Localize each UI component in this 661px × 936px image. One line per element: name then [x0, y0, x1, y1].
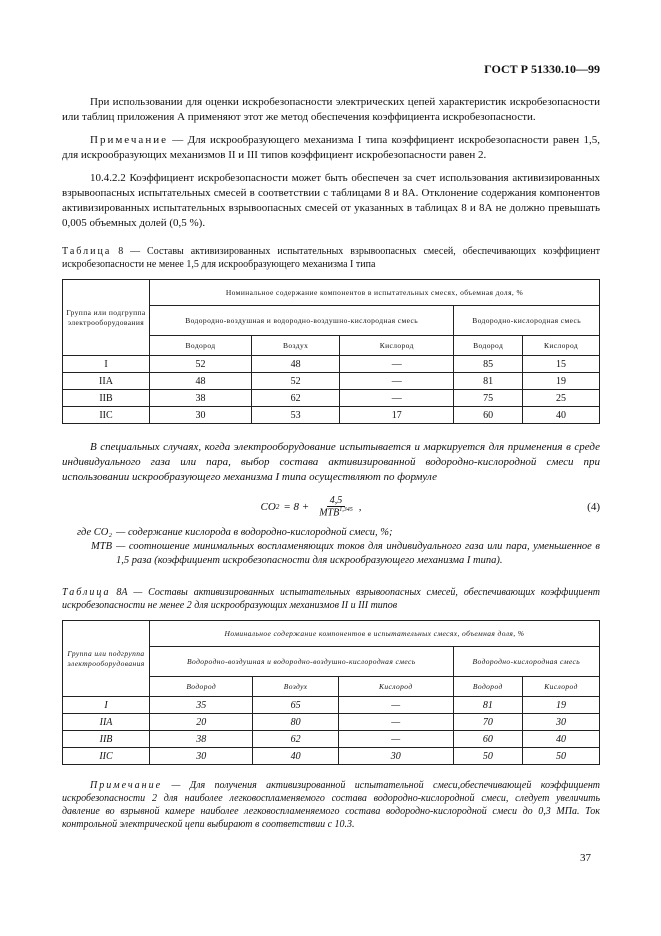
table-cell: 75: [454, 390, 523, 407]
table-cell: 30: [150, 407, 252, 424]
note-2: [62, 779, 600, 831]
formula-den-exp: 1,345: [339, 507, 353, 513]
document-header: ГОСТ Р 51330.10—99: [484, 62, 600, 76]
table-cell: —: [338, 714, 453, 731]
formula-fraction: [316, 495, 356, 518]
formula-tail: ,: [358, 500, 362, 513]
table-8-nominal-header: Номинальное содержание компонентов в испытательных смесях, объемная доля, %: [150, 280, 600, 306]
table-8a-row: [63, 748, 600, 765]
table-cell: 52: [251, 373, 339, 390]
table-cell: 38: [150, 731, 253, 748]
table-8a-group-header: Группа или подгруппа электрооборудования: [63, 621, 150, 697]
table-8a-col-header: Водород: [150, 677, 253, 697]
formula-lhs-sub: 2: [275, 502, 280, 511]
table-8a-label: Таблица: [62, 587, 111, 599]
formula-den-base: MTB: [319, 507, 340, 519]
table-cell: 30: [338, 748, 453, 765]
note-1-text: — Для искрообразующего механизма I типа коэффициент искробезопасности равен 1,5, для искрообразующих механизмов II и III типов коэффициент искробезопасности равен 2.: [62, 134, 600, 161]
table-cell: 70: [453, 714, 522, 731]
table-cell: IIA: [63, 714, 150, 731]
document-page: [62, 62, 600, 831]
table-8-mix1-header: Водородно-воздушная и водородно-воздушно-кислородная смесь: [150, 306, 454, 336]
formula-denominator: [316, 507, 356, 518]
note-1-label: Примечание: [90, 134, 168, 146]
paragraph-1: При использовании для оценки искробезопасности электрических цепей характеристик искробезопасности или таблиц приложения А применяют этот же метод обеспечения коэффициента искробезопасности.: [62, 96, 600, 123]
formula-4: [62, 495, 600, 518]
legend-symbol: где CO₂: [76, 527, 112, 539]
note-1: [62, 133, 600, 163]
table-cell: —: [340, 356, 454, 373]
table-cell: 19: [523, 697, 600, 714]
table-cell: 53: [251, 407, 339, 424]
table-cell: IIA: [63, 373, 150, 390]
table-8a-col-header: Водород: [453, 677, 522, 697]
table-8a-nominal-header: Номинальное содержание компонентов в испытательных смесях, объемная доля, %: [150, 621, 600, 647]
note-2-label: Примечание: [90, 780, 163, 792]
table-cell: 60: [454, 407, 523, 424]
paragraph-2: 10.4.2.2 Коэффициент искробезопасности может быть обеспечен за счет использования активизированных взрывоопасных испытательных смесей в соответствии с таблицами 8 и 8А. Отклонение содержания компонентов активизированных испытательных взрывоопасных смесей от указанных в таблицах 8 и 8А не должно превышать 0,005 объемных долей (0,5 %).: [62, 172, 600, 229]
table-8a-col-header: Воздух: [253, 677, 338, 697]
table-cell: 85: [454, 356, 523, 373]
table-8-col-header: Воздух: [251, 336, 339, 356]
table-8: [62, 279, 600, 424]
formula-number: (4): [587, 500, 600, 513]
formula-legend: [62, 526, 600, 568]
table-8-label: Таблица: [62, 246, 112, 257]
legend-text: — содержание кислорода в водородно-кислородной смеси, %;: [116, 527, 393, 539]
legend-row: [62, 526, 600, 540]
table-cell: 40: [523, 407, 600, 424]
formula-body: [62, 495, 560, 518]
formula-lhs: CO: [260, 500, 276, 513]
table-cell: 40: [253, 748, 338, 765]
table-8-col-header: Водород: [454, 336, 523, 356]
table-cell: —: [340, 373, 454, 390]
table-8-col-header: Водород: [150, 336, 252, 356]
table-cell: 17: [340, 407, 454, 424]
table-cell: 50: [453, 748, 522, 765]
table-cell: 15: [523, 356, 600, 373]
table-cell: 81: [453, 697, 522, 714]
table-8-col-header: Кислород: [340, 336, 454, 356]
table-8-row: [63, 356, 600, 373]
table-cell: 81: [454, 373, 523, 390]
table-cell: I: [63, 356, 150, 373]
table-8a-mix2-header: Водородно-кислородная смесь: [453, 647, 599, 677]
table-cell: 40: [523, 731, 600, 748]
table-cell: 19: [523, 373, 600, 390]
table-cell: 62: [253, 731, 338, 748]
table-cell: 48: [150, 373, 252, 390]
table-8a-row: [63, 731, 600, 748]
table-cell: I: [63, 697, 150, 714]
table-cell: 30: [523, 714, 600, 731]
page-number: 37: [580, 852, 591, 864]
legend-row: [62, 540, 600, 568]
table-8a-col-header: Кислород: [338, 677, 453, 697]
table-cell: 62: [251, 390, 339, 407]
legend-text: — соотношение минимальных воспламеняющих токов для индивидуального газа или пара, уменьшенное в 1,5 раза (коэффициент искробезопасности для искрообразующего механизма I типа).: [116, 541, 600, 567]
table-8-row: [63, 407, 600, 424]
table-8a-row: [63, 714, 600, 731]
table-8-group-header: Группа или подгруппа электрооборудования: [63, 280, 150, 356]
table-cell: IIB: [63, 390, 150, 407]
table-cell: 25: [523, 390, 600, 407]
table-cell: 38: [150, 390, 252, 407]
table-8-caption: [62, 245, 600, 271]
table-cell: 20: [150, 714, 253, 731]
paragraph-3: В специальных случаях, когда электрооборудование испытывается и маркируется для применения в среде индивидуального газа или пара, выбор состава активизированной водородно-кислородной смеси при использовании искрообразующего механизма I типа осуществляют по формуле: [62, 441, 600, 483]
table-8a-row: [63, 697, 600, 714]
table-8a-mix1-header: Водородно-воздушная и водородно-воздушно-кислородная смесь: [150, 647, 454, 677]
table-8-col-header: Кислород: [523, 336, 600, 356]
table-8-row: [63, 390, 600, 407]
table-8-caption-text: 8 — Составы активизированных испытательных взрывоопасных смесей, обеспечивающих коэффициент искробезопасности не менее 1,5 для искрообразующего механизма I типа: [62, 246, 600, 270]
table-cell: IIC: [63, 407, 150, 424]
table-cell: IIC: [63, 748, 150, 765]
table-cell: 35: [150, 697, 253, 714]
table-8-mix2-header: Водородно-кислородная смесь: [454, 306, 600, 336]
table-8a: [62, 620, 600, 765]
table-8a-caption: [62, 586, 600, 612]
table-cell: —: [338, 731, 453, 748]
formula-eq: = 8 +: [283, 500, 310, 513]
table-cell: IIB: [63, 731, 150, 748]
table-8a-col-header: Кислород: [523, 677, 600, 697]
table-cell: 65: [253, 697, 338, 714]
legend-symbol: MTB: [91, 541, 112, 553]
table-cell: 30: [150, 748, 253, 765]
formula-numerator: 4,5: [327, 495, 346, 507]
table-cell: 50: [523, 748, 600, 765]
table-cell: 60: [453, 731, 522, 748]
table-cell: 48: [251, 356, 339, 373]
table-8a-caption-text: 8А — Составы активизированных испытательных взрывоопасных смесей, обеспечивающих коэффициент искробезопасности не менее 2 для искрообразующих механизмов II и III типов: [62, 587, 601, 612]
table-cell: —: [338, 697, 453, 714]
table-cell: 52: [150, 356, 252, 373]
table-cell: 80: [253, 714, 338, 731]
table-cell: —: [340, 390, 454, 407]
table-8-row: [63, 373, 600, 390]
note-2-text: — Для получения активизированной испытательной смеси,обеспечивающей коэффициент искробезопасности 2 для наиболее легковоспламеняемого состава водородно-кислородной смеси, следует увеличить давление во взрывной камере наиболее легковоспламеняемого состава водородно-кислородной смеси до 0,3 МПа. Ток контрольной электрической цепи выбирают в соответствии с 10.3.: [62, 780, 601, 831]
